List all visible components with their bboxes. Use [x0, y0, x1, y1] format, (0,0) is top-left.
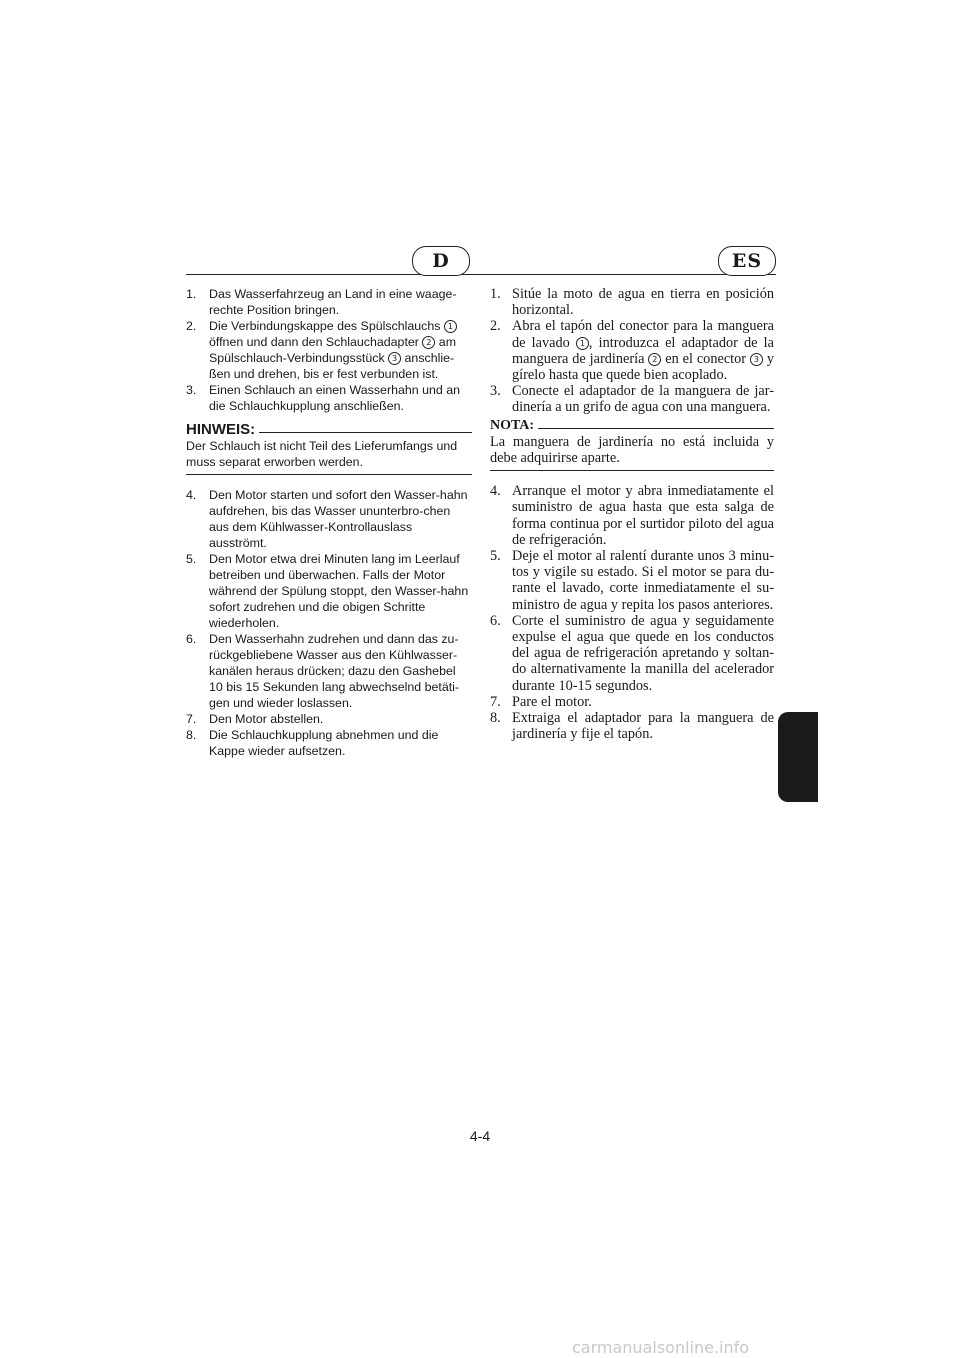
step-number: 1.: [186, 287, 197, 301]
spanish-note-text: La manguera de jardinería no está incluida y debe adquirirse aparte.: [490, 434, 774, 471]
chapter-thumb-tab: [778, 712, 818, 802]
header-rule: [186, 274, 776, 275]
spanish-steps-1-3: [490, 286, 774, 416]
step-text: y gírelo hasta que quede bien acoplado.: [512, 350, 774, 384]
step-text: anschlie-ßen und drehen, bis er fest verbunden ist.: [209, 351, 455, 381]
step-item: [186, 727, 472, 759]
german-note-label: HINWEIS:: [186, 421, 256, 438]
step-text: Den Motor abstellen.: [209, 712, 324, 726]
step-number: 3.: [490, 383, 501, 400]
step-text: Den Motor etwa drei Minuten lang im Leerlauf betreiben und überwachen. Falls der Motor während der Spülung stoppt, den Wasser-hahn sofort zudrehen und die obigen Schritte wiederholen.: [209, 552, 469, 630]
step-item: [490, 613, 774, 694]
step-number: 5.: [186, 552, 197, 566]
step-text: Die Verbindungskappe des Spülschlauchs: [209, 319, 444, 333]
step-text: Einen Schlauch an einen Wasserhahn und an die Schlauchkupplung anschließen.: [209, 383, 460, 413]
german-note: [186, 422, 472, 475]
step-item: [490, 710, 774, 742]
language-badge-de: D: [412, 246, 470, 276]
step-item: [490, 483, 774, 548]
callout-number-icon: 3: [750, 353, 763, 366]
german-note-heading: [186, 422, 472, 438]
step-text: öffnen und dann den Schlauchadapter: [209, 335, 423, 349]
step-text: Das Wasserfahrzeug an Land in eine waage-rechte Position bringen.: [209, 287, 457, 317]
step-text: Pare el motor.: [512, 693, 592, 710]
step-text: Den Motor starten und sofort den Wasser-hahn aufdrehen, bis das Wasser ununterbro-chen aus dem Kühlwasser-Kontrollauslass ausströmt.: [209, 488, 468, 550]
step-text: am Spülschlauch-Verbindungsstück: [209, 335, 457, 365]
watermark: carmanualsonline.info: [572, 1338, 750, 1357]
step-number: 4.: [490, 483, 501, 500]
step-number: 8.: [186, 728, 197, 742]
german-column: [186, 286, 472, 759]
step-text: en el conector: [661, 350, 750, 367]
step-text: Conecte el adaptador de la manguera de jar-dinería a un grifo de agua con una manguera.: [512, 383, 774, 416]
step-text: Extraiga el adaptador para la manguera de jardinería y fije el tapón.: [512, 710, 774, 743]
step-text: Deje el motor al ralentí durante unos 3 minu-tos y vigile su estado. Si el motor se para du-rante el lavado, corte inmediatamente el su-ministro de agua y repita los pasos anteriores.: [512, 548, 774, 613]
callout-number-icon: 2: [648, 353, 661, 366]
callout-number-icon: 2: [422, 336, 435, 349]
step-number: 3.: [186, 383, 197, 397]
step-text: Den Wasserhahn zudrehen und dann das zu-rückgebliebene Wasser aus den Kühlwasser-kanälen heraus drücken; dazu den Gashebel 10 bis 15 Sekunden lang abwechselnd betäti-gen und wieder loslassen.: [209, 632, 460, 710]
step-number: 4.: [186, 488, 197, 502]
step-number: 7.: [186, 712, 197, 726]
step-item: [490, 318, 774, 383]
step-text: Die Schlauchkupplung abnehmen und die Kappe wieder aufsetzen.: [209, 728, 439, 758]
step-number: 2.: [490, 318, 501, 335]
step-item: [490, 383, 774, 415]
step-text: Arranque el motor y abra inmediatamente el suministro de agua hasta que esta salga de forma continua por el surtidor piloto del agua de refrigeración.: [512, 483, 774, 548]
spanish-steps-4-8: [490, 483, 774, 742]
step-text: Corte el suministro de agua y seguidamente expulse el agua que quede en los conductos del agua de refrigeración apretando y soltan-do alternativamente la manilla del acelerador durante 10-15 segundos.: [512, 612, 774, 694]
step-number: 1.: [490, 286, 501, 302]
callout-number-icon: 1: [576, 337, 589, 350]
step-number: 2.: [186, 319, 197, 333]
german-steps-4-8: [186, 487, 472, 759]
step-item: [186, 487, 472, 551]
spanish-note: [490, 418, 774, 472]
spanish-note-label: NOTA:: [490, 417, 535, 433]
step-item: [186, 631, 472, 711]
page-number: 4-4: [469, 1128, 491, 1144]
step-number: 6.: [186, 632, 197, 646]
step-item: [186, 286, 472, 318]
callout-number-icon: 3: [388, 352, 401, 365]
spanish-note-heading: [490, 418, 774, 434]
step-item: [490, 548, 774, 613]
step-item: [490, 286, 774, 318]
step-item: [186, 551, 472, 631]
step-number: 7.: [490, 693, 501, 710]
callout-number-icon: 1: [444, 320, 457, 333]
step-number: 8.: [490, 710, 501, 727]
step-item: [186, 318, 472, 382]
step-text: Sitúe la moto de agua en tierra en posición horizontal.: [512, 286, 774, 319]
spanish-column: [490, 286, 774, 742]
step-text: , introduzca el adaptador de la manguera de jardinería: [512, 334, 774, 367]
note-rule: [259, 432, 472, 433]
note-rule: [538, 428, 774, 429]
step-text: Abra el tapón del conector para la manguera de lavado: [512, 318, 774, 351]
step-number: 5.: [490, 548, 501, 565]
step-item: [186, 711, 472, 727]
step-item: [186, 382, 472, 414]
language-badge-es: ES: [718, 246, 776, 276]
german-steps-1-3: [186, 286, 472, 414]
step-item: [490, 694, 774, 710]
german-note-text: Der Schlauch ist nicht Teil des Lieferumfangs und muss separat erworben werden.: [186, 438, 472, 475]
step-number: 6.: [490, 612, 501, 629]
